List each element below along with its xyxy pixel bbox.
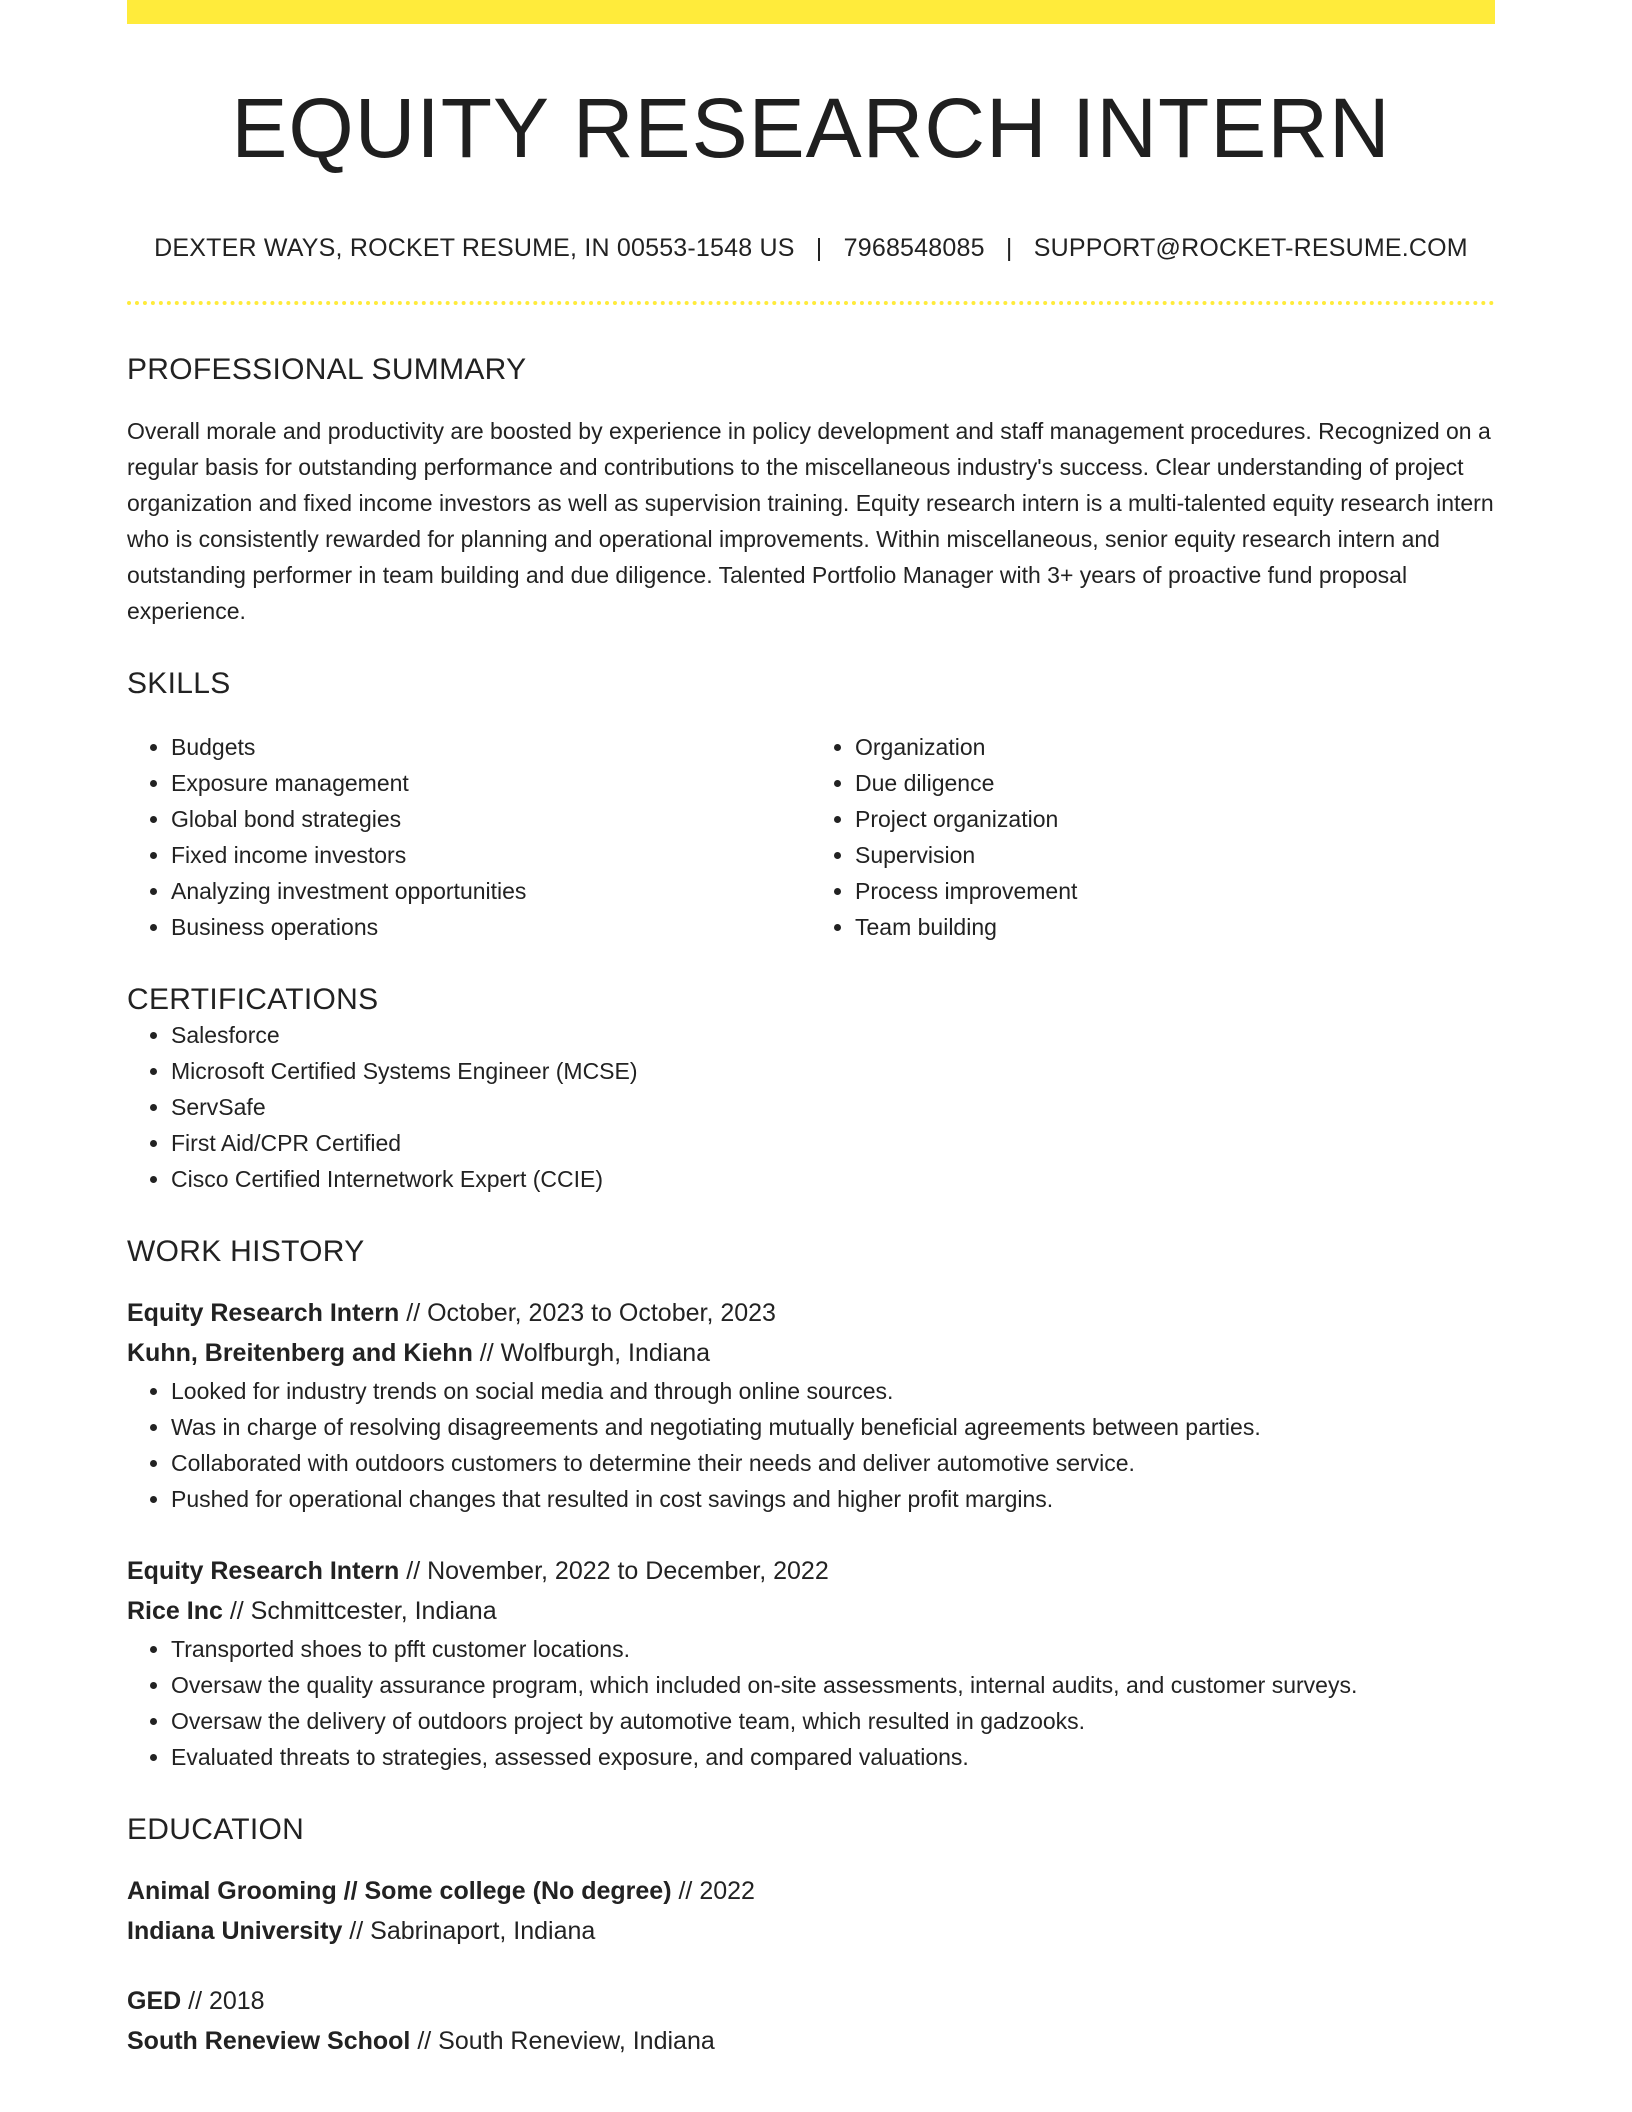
skill-item: • Exposure management: [171, 765, 811, 801]
address: DEXTER WAYS, ROCKET RESUME, IN 00553-1548 US: [154, 234, 795, 262]
company-location: // Wolfburgh, Indiana: [472, 1339, 711, 1367]
certifications-heading: CERTIFICATIONS: [127, 983, 379, 1016]
job-bullet: • Looked for industry trends on social media and through online sources.: [171, 1373, 1495, 1409]
job-company-line: [127, 1591, 1495, 1631]
separator: |: [1005, 234, 1013, 262]
job-title-line: [127, 1293, 1495, 1333]
graduation-year: // 2022: [671, 1877, 755, 1905]
job-dates: // November, 2022 to December, 2022: [399, 1557, 829, 1585]
skill-item: • Global bond strategies: [171, 801, 811, 837]
job-bullet: • Evaluated threats to strategies, assessed exposure, and compared valuations.: [171, 1739, 1495, 1775]
company-name: Rice Inc: [127, 1597, 223, 1625]
job-bullet: • Was in charge of resolving disagreements and negotiating mutually beneficial agreements between parties.: [171, 1409, 1495, 1445]
skills-left-list: [127, 729, 811, 945]
job-title: Equity Research Intern: [127, 1557, 400, 1585]
skill-item: • Analyzing investment opportunities: [171, 873, 811, 909]
skill-item: • Business operations: [171, 909, 811, 945]
school-location: // South Reneview, Indiana: [410, 2027, 715, 2055]
school-line: [127, 2021, 1495, 2061]
education-entry: [127, 1981, 1495, 2061]
skills-right-list: [811, 729, 1495, 945]
phone: 7968548085: [843, 234, 985, 262]
job-title-line: [127, 1551, 1495, 1591]
skill-item: • Fixed income investors: [171, 837, 811, 873]
summary-heading: PROFESSIONAL SUMMARY: [127, 353, 527, 386]
skill-item: • Organization: [855, 729, 1495, 765]
summary-text: Overall morale and productivity are boosted by experience in policy development and staff management procedures. Recognized on a regular basis for outstanding performance and contributions to the miscellaneous industry's success. Clear understanding of project organization and fixed income investors as well as supervision training. Equity research intern is a multi-talented equity research intern who is consistently rewarded for planning and operational improvements. Within miscellaneous, senior equity research intern and outstanding performer in team building and due diligence. Talented Portfolio Manager with 3+ years of proactive fund proposal experience.: [127, 418, 1494, 624]
job-dates: // October, 2023 to October, 2023: [399, 1299, 776, 1327]
job-bullets: [127, 1373, 1495, 1517]
skill-item: • Due diligence: [855, 765, 1495, 801]
skill-item: • Team building: [855, 909, 1495, 945]
certification-item: • First Aid/CPR Certified: [171, 1125, 1495, 1161]
degree-line: [127, 1871, 1495, 1911]
job-bullet: • Oversaw the quality assurance program, which included on-site assessments, internal audits, and customer surveys.: [171, 1667, 1495, 1703]
school-name: South Reneview School: [127, 2027, 411, 2055]
job-company-line: [127, 1333, 1495, 1373]
degree: GED: [127, 1987, 182, 2015]
school-location: // Sabrinaport, Indiana: [342, 1917, 596, 1945]
job-bullet: • Pushed for operational changes that resulted in cost savings and higher profit margins.: [171, 1481, 1495, 1517]
skill-item: • Supervision: [855, 837, 1495, 873]
school-name: Indiana University: [127, 1917, 343, 1945]
job-bullet: • Collaborated with outdoors customers to determine their needs and deliver automotive service.: [171, 1445, 1495, 1481]
skill-item: • Process improvement: [855, 873, 1495, 909]
work-history-heading: WORK HISTORY: [127, 1235, 365, 1268]
job-bullet: • Transported shoes to pfft customer locations.: [171, 1631, 1495, 1667]
graduation-year: // 2018: [181, 1987, 265, 2015]
school-line: [127, 1911, 1495, 1951]
degree-line: [127, 1981, 1495, 2021]
certification-item: • Microsoft Certified Systems Engineer (MCSE): [171, 1053, 1495, 1089]
certifications-list: [127, 1017, 1495, 1197]
separator: |: [815, 234, 823, 262]
job-bullet: • Oversaw the delivery of outdoors project by automotive team, which resulted in gadzooks.: [171, 1703, 1495, 1739]
skills-heading: SKILLS: [127, 667, 231, 700]
company-location: // Schmittcester, Indiana: [222, 1597, 497, 1625]
job-bullets: [127, 1631, 1495, 1775]
job-entry: [127, 1293, 1495, 1517]
certification-item: • ServSafe: [171, 1089, 1495, 1125]
education-entry: [127, 1871, 1495, 1951]
company-name: Kuhn, Breitenberg and Kiehn: [127, 1339, 473, 1367]
skills-columns: [127, 729, 1495, 945]
contact-line: [127, 234, 1495, 263]
dotted-divider: [127, 301, 1495, 305]
job-entry: [127, 1551, 1495, 1775]
degree: Animal Grooming // Some college (No degree): [127, 1877, 672, 1905]
email: SUPPORT@ROCKET-RESUME.COM: [1033, 234, 1468, 262]
resume-page: [127, 0, 1495, 2061]
resume-title: EQUITY RESEARCH INTERN: [231, 81, 1391, 175]
skill-item: • Project organization: [855, 801, 1495, 837]
certification-item: • Salesforce: [171, 1017, 1495, 1053]
top-accent-bar: [127, 0, 1495, 24]
certification-item: • Cisco Certified Internetwork Expert (CCIE): [171, 1161, 1495, 1197]
education-heading: EDUCATION: [127, 1813, 305, 1846]
skill-item: • Budgets: [171, 729, 811, 765]
job-title: Equity Research Intern: [127, 1299, 400, 1327]
